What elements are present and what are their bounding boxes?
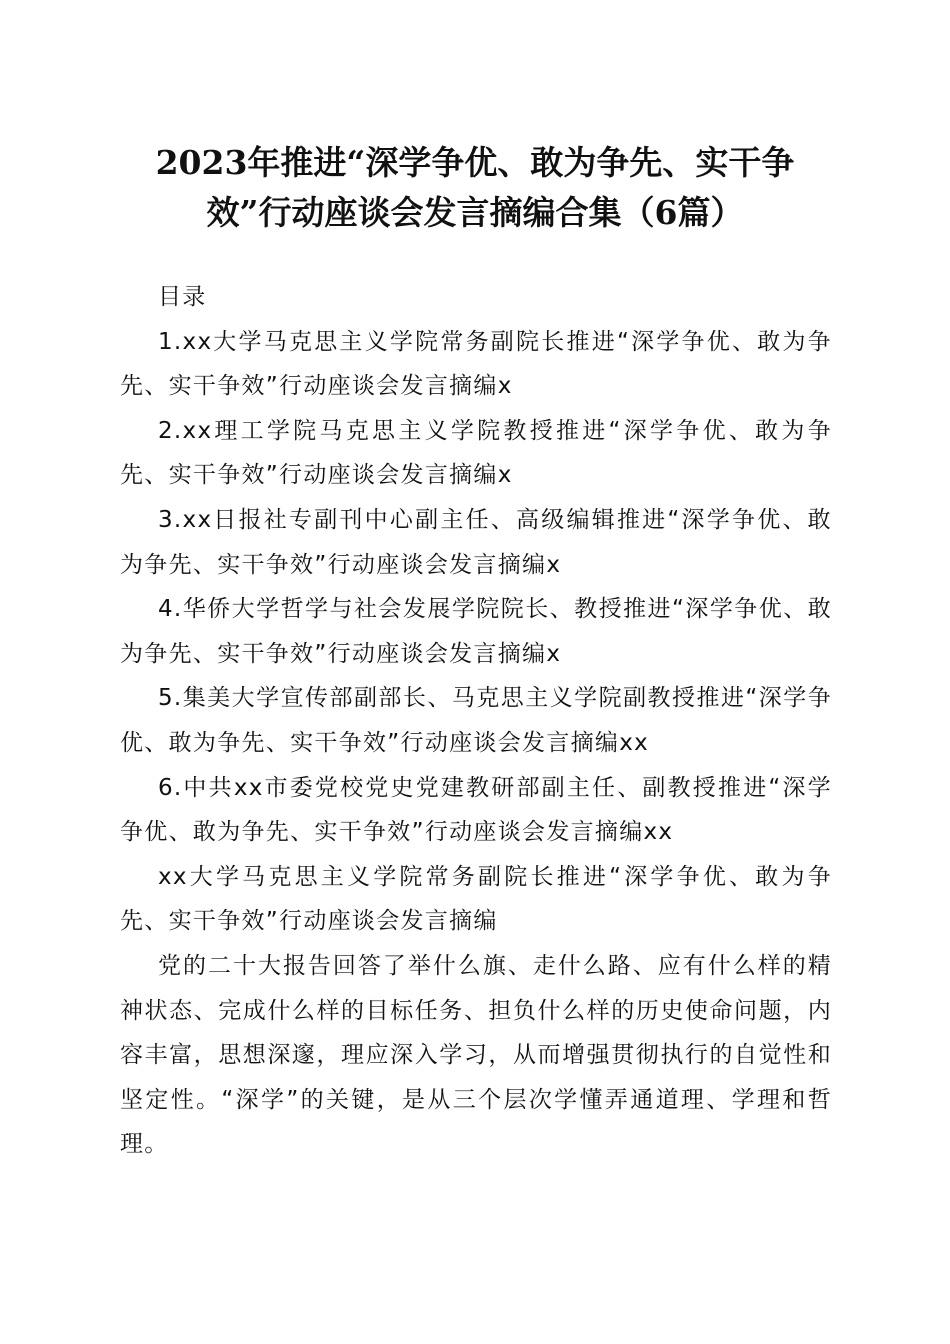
toc-item-4: 4.华侨大学哲学与社会发展学院院长、教授推进“深学争优、敢为争先、实干争效”行动座谈会发言摘编x: [120, 596, 832, 667]
toc-item-5: 5.集美大学宣传部副部长、马克思主义学院副教授推进“深学争优、敢为争先、实干争效”行动座谈会发言摘编xx: [120, 685, 832, 756]
title-line-1: 2023年推进“深学争优、敢为争先、实干争: [155, 143, 795, 182]
toc-heading: 目录: [158, 284, 207, 310]
document-body: [120, 275, 832, 1167]
body-paragraph-1: 党的二十大报告回答了举什么旗、走什么路、应有什么样的精神状态、完成什么样的目标任务、担负什么样的历史使命问题，内容丰富，思想深邃，理应深入学习，从而增强贯彻执行的自觉性和坚定性。“深学”的关键，是从三个层次学懂弄通道理、学理和哲理。: [120, 952, 832, 1158]
title-line-2: 效”行动座谈会发言摘编合集（6篇）: [206, 193, 744, 232]
section-heading: xx大学马克思主义学院常务副院长推进“深学争优、敢为争先、实干争效”行动座谈会发言摘编: [120, 863, 832, 935]
toc-item-6: 6.中共xx市委党校党史党建教研部副主任、副教授推进“深学争优、敢为争先、实干争效”行动座谈会发言摘编xx: [120, 774, 832, 846]
toc-item-1: 1.xx大学马克思主义学院常务副院长推进“深学争优、敢为争先、实干争效”行动座谈会发言摘编x: [120, 328, 832, 400]
toc-item-2: 2.xx理工学院马克思主义学院教授推进“深学争优、敢为争先、实干争效”行动座谈会发言摘编x: [120, 417, 832, 489]
document-title: [100, 138, 850, 238]
toc-item-3: 3.xx日报社专副刊中心副主任、高级编辑推进“深学争优、敢为争先、实干争效”行动座谈会发言摘编x: [120, 506, 832, 578]
